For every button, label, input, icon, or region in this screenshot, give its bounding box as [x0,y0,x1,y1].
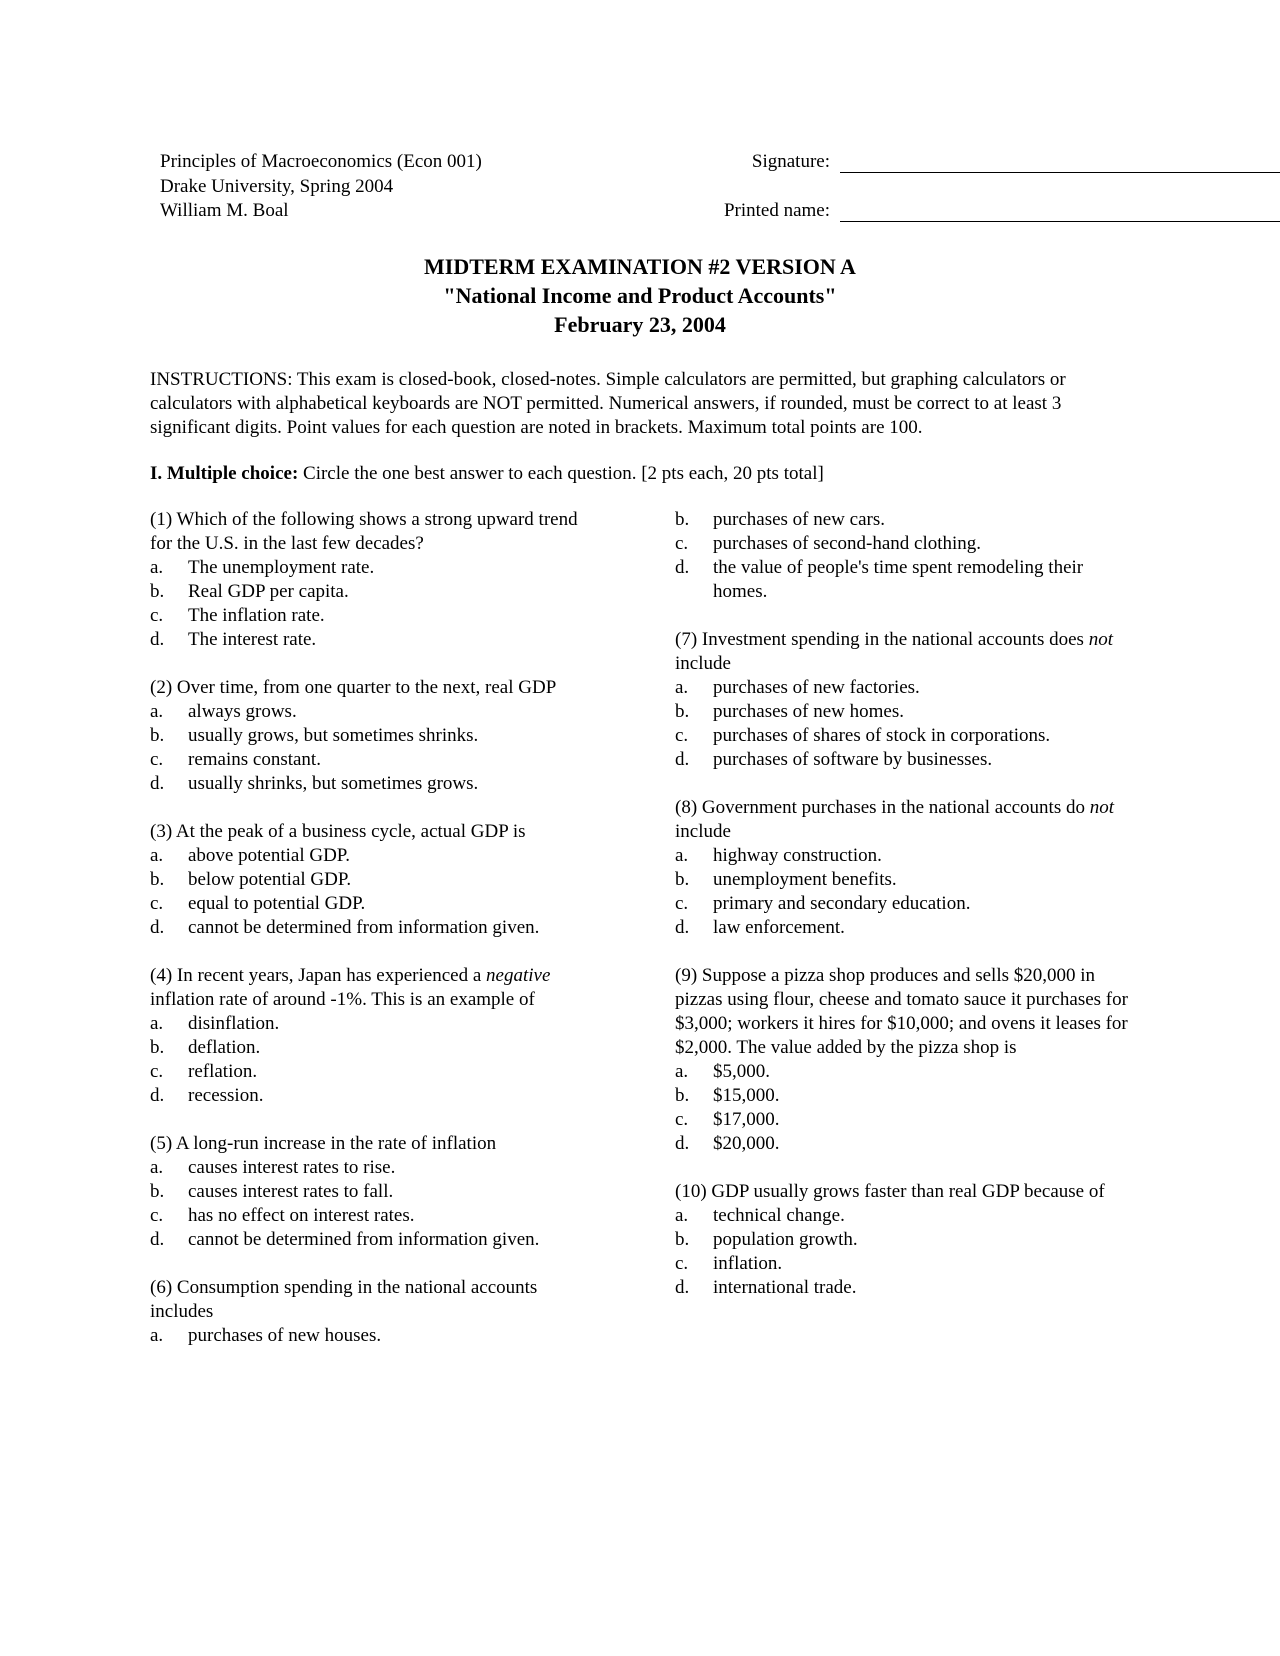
option-text: remains constant. [188,749,321,770]
answer-option-b[interactable] [675,1228,1130,1252]
option-letter: d. [675,557,690,578]
option-text: $5,000. [713,1061,770,1082]
printed-name-line[interactable] [840,221,1280,222]
question-stem: (3) At the peak of a business cycle, actual GDP is [150,821,526,842]
question-5 [150,1132,600,1252]
option-text: inflation. [713,1253,783,1274]
option-text: population growth. [713,1229,858,1250]
answer-option-b[interactable] [675,1084,1130,1108]
signature-label: Signature: [751,151,830,172]
option-letter: a. [675,1061,689,1082]
printed-name-label: Printed name: [723,200,830,221]
option-letter: d. [150,629,165,650]
question-stem: (1) Which of the following shows a strong upward trend for the U.S. in the last few decades? [150,509,578,554]
option-letter: a. [675,1205,689,1226]
option-letter: c. [150,605,164,626]
stem-start: (7) Investment spending in the national accounts does [675,629,1089,650]
option-letter: c. [150,1061,164,1082]
option-text: cannot be determined from information given. [188,1229,540,1250]
option-letter: d. [675,1277,690,1298]
answer-option-a[interactable] [675,676,1130,700]
option-text: below potential GDP. [188,869,352,890]
right-column [675,508,1130,1324]
answer-option-c[interactable] [675,892,1130,916]
option-letter: b. [675,1229,690,1250]
option-text: purchases of new factories. [713,677,920,698]
exam-page [150,150,1130,1388]
signature-line[interactable] [840,172,1280,173]
question-6-part-2 [675,508,1130,604]
option-text: purchases of new houses. [188,1325,382,1346]
option-letter: b. [675,869,690,890]
answer-option-b[interactable] [150,1036,600,1060]
answer-option-d[interactable] [675,1132,1130,1156]
option-letter: d. [675,917,690,938]
answer-option-a[interactable] [150,700,600,724]
question-8 [675,796,1130,940]
question-stem: (10) GDP usually grows faster than real GDP because of [675,1181,1105,1202]
answer-option-c[interactable] [675,724,1130,748]
option-letter: b. [675,1085,690,1106]
option-text: $20,000. [713,1133,780,1154]
stem-emphasis: not [1088,629,1113,650]
university-term: Drake University, Spring 2004 [160,175,394,197]
answer-option-c[interactable] [675,1108,1130,1132]
answer-option-d[interactable] [150,916,600,940]
option-text: purchases of software by businesses. [713,749,993,770]
option-letter: d. [150,1229,165,1250]
answer-option-a[interactable] [675,844,1130,868]
option-text: the value of people's time spent remodeling their homes. [713,557,1084,602]
option-text: The interest rate. [188,629,317,650]
answer-option-a[interactable] [675,1060,1130,1084]
title-line-2: "National Income and Product Accounts" [443,283,837,308]
option-text: primary and secondary education. [713,893,971,914]
option-letter: c. [675,725,689,746]
instructor-name: William M. Boal [160,200,289,221]
option-letter: d. [675,1133,690,1154]
answer-option-b[interactable] [150,1180,600,1204]
answer-option-a[interactable] [150,844,600,868]
question-stem: (6) Consumption spending in the national accounts includes [150,1277,538,1322]
option-text: reflation. [188,1061,258,1082]
option-text: The unemployment rate. [188,557,375,578]
option-letter: b. [675,509,690,530]
stem-emphasis: negative [486,965,551,986]
question-stem [150,964,600,1012]
answer-option-c[interactable] [150,748,600,772]
stem-end: include [675,653,731,674]
answer-option-c[interactable] [150,1204,600,1228]
question-stem [675,796,1130,844]
exam-title [150,252,1130,339]
question-2 [150,676,600,796]
answer-option-d[interactable] [150,772,600,796]
option-letter: d. [150,773,165,794]
course-info [160,150,540,224]
answer-option-c[interactable] [150,1060,600,1084]
option-text: causes interest rates to rise. [188,1157,396,1178]
option-text: $15,000. [713,1085,780,1106]
answer-option-b[interactable] [675,508,1130,532]
answer-option-a[interactable] [150,1012,600,1036]
answer-option-a[interactable] [150,556,600,580]
option-text: purchases of new homes. [713,701,905,722]
section-1-heading [150,462,1130,486]
question-9 [675,964,1130,1156]
answer-option-a[interactable] [150,1324,600,1348]
option-text: deflation. [188,1037,261,1058]
option-text: purchases of second-hand clothing. [713,533,982,554]
section-1-subtext: Circle the one best answer to each question. [2 pts each, 20 pts total] [303,463,824,484]
option-letter: b. [150,1037,165,1058]
option-text: international trade. [713,1277,857,1298]
answer-option-a[interactable] [150,1156,600,1180]
option-text: unemployment benefits. [713,869,897,890]
option-letter: c. [150,749,164,770]
stem-end: include [675,821,731,842]
instructions: INSTRUCTIONS: This exam is closed-book, closed-notes. Simple calculators are permitted, but graphing calculators or calculators with alphabetical keyboards are NOT permitted. Numerical answers, if rounded, must be correct to at least 3 significant digits. Point values for each question are noted in brackets. Maximum total points are 100. [150,369,1066,438]
option-text: purchases of shares of stock in corporations. [713,725,1051,746]
option-text: $17,000. [713,1109,780,1130]
option-letter: c. [150,1205,164,1226]
option-text: purchases of new cars. [713,509,885,530]
answer-option-d[interactable] [675,916,1130,940]
answer-option-b[interactable] [675,868,1130,892]
exam-header [150,150,1130,242]
answer-option-d[interactable] [150,1084,600,1108]
question-1 [150,508,600,652]
option-letter: c. [675,893,689,914]
option-letter: a. [150,1157,164,1178]
option-letter: c. [150,893,164,914]
option-text: law enforcement. [713,917,845,938]
option-letter: a. [150,1013,164,1034]
stem-start: (4) In recent years, Japan has experienced a [150,965,487,986]
question-stem: (5) A long-run increase in the rate of inflation [150,1133,497,1154]
course-name: Principles of Macroeconomics (Econ 001) [160,151,482,172]
option-text: recession. [188,1085,264,1106]
printed-name-row [520,199,1280,223]
option-letter: a. [150,557,164,578]
option-text: usually shrinks, but sometimes grows. [188,773,479,794]
option-text: Real GDP per capita. [188,581,349,602]
option-text: usually grows, but sometimes shrinks. [188,725,479,746]
option-letter: c. [675,1253,689,1274]
option-letter: d. [150,1085,165,1106]
answer-option-d[interactable] [675,748,1130,772]
question-3 [150,820,600,940]
option-letter: d. [150,917,165,938]
answer-option-c[interactable] [150,604,600,628]
option-letter: b. [675,701,690,722]
question-10 [675,1180,1130,1300]
option-letter: b. [150,725,165,746]
answer-option-a[interactable] [675,1204,1130,1228]
stem-emphasis: not [1089,797,1114,818]
signature-row [520,150,1280,174]
option-text: cannot be determined from information given. [188,917,540,938]
answer-option-c[interactable] [675,532,1130,556]
answer-option-b[interactable] [150,580,600,604]
title-line-3: February 23, 2004 [554,312,726,337]
option-letter: c. [675,533,689,554]
question-stem [675,628,1130,676]
option-letter: b. [150,581,165,602]
stem-start: (8) Government purchases in the national accounts do [675,797,1090,818]
title-line-1: MIDTERM EXAMINATION #2 VERSION A [424,254,856,279]
answer-option-b[interactable] [150,724,600,748]
option-letter: a. [150,845,164,866]
option-letter: c. [675,1109,689,1130]
option-letter: b. [150,869,165,890]
questions-columns [150,508,1130,1388]
option-text: above potential GDP. [188,845,351,866]
option-text: causes interest rates to fall. [188,1181,394,1202]
answer-option-b[interactable] [675,700,1130,724]
option-text: has no effect on interest rates. [188,1205,415,1226]
question-stem: (9) Suppose a pizza shop produces and sells $20,000 in pizzas using flour, cheese and tomato sauce it purchases for $3,000; workers it hires for $10,000; and ovens it leases for $2,000. The value added by the pizza shop is [675,965,1128,1058]
answer-option-d[interactable] [675,1276,1130,1300]
option-letter: a. [150,1325,164,1346]
answer-option-d[interactable] [150,1228,600,1252]
answer-option-d[interactable] [675,556,1130,604]
option-text: always grows. [188,701,297,722]
option-text: equal to potential GDP. [188,893,366,914]
stem-end: inflation rate of around -1%. This is an example of [150,989,535,1010]
question-7 [675,628,1130,772]
option-letter: a. [675,677,689,698]
option-text: The inflation rate. [188,605,325,626]
option-letter: a. [150,701,164,722]
option-text: highway construction. [713,845,882,866]
question-4 [150,964,600,1108]
question-stem: (2) Over time, from one quarter to the next, real GDP [150,677,557,698]
left-column [150,508,600,1372]
answer-option-b[interactable] [150,868,600,892]
question-6-part-1 [150,1276,600,1348]
answer-option-d[interactable] [150,628,600,652]
option-letter: d. [675,749,690,770]
answer-option-c[interactable] [675,1252,1130,1276]
option-text: technical change. [713,1205,845,1226]
option-text: disinflation. [188,1013,280,1034]
section-1-title: I. Multiple choice: [150,463,299,484]
answer-option-c[interactable] [150,892,600,916]
option-letter: b. [150,1181,165,1202]
option-letter: a. [675,845,689,866]
